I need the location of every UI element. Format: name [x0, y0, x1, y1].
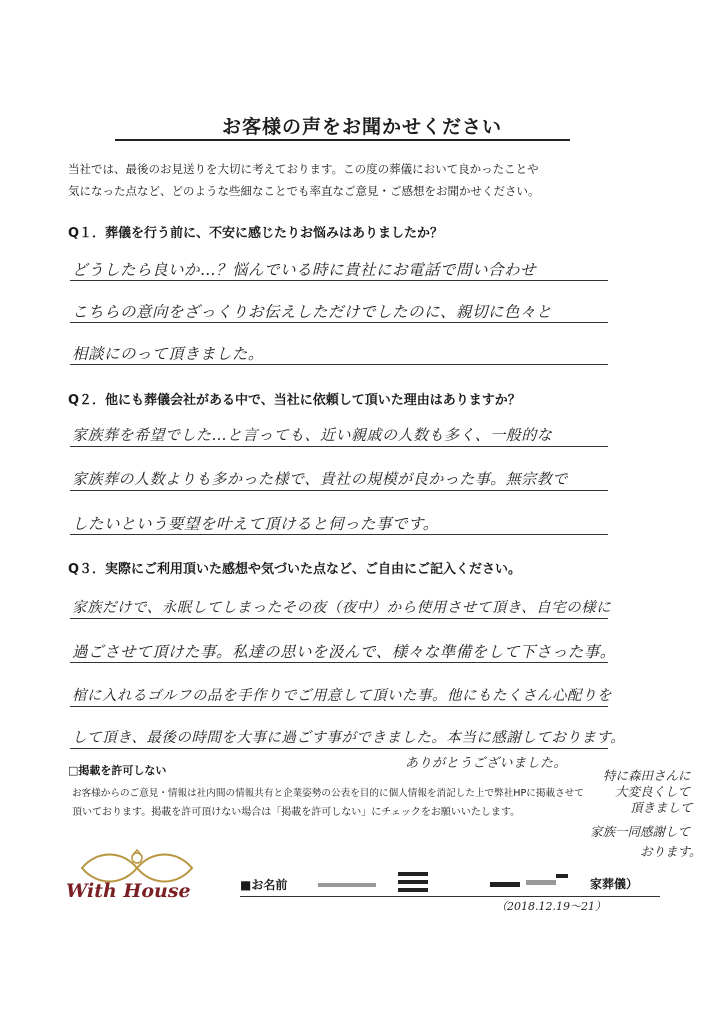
logo-text: With House [66, 880, 191, 902]
answer-rule [70, 534, 608, 535]
q1-answer-line: こちらの意向をざっくりお伝えしただけでしたのに、親切に色々と [72, 303, 553, 321]
logo-emblem-icon [62, 848, 212, 884]
side-note-line: 家族一同感謝して [590, 824, 691, 839]
answer-rule [70, 490, 608, 491]
service-date: （2018.12.19〜21） [496, 900, 606, 913]
name-label: ■お名前 [240, 878, 288, 892]
redaction-bar [526, 880, 556, 885]
form-title: お客様の声をお聞かせください [221, 116, 502, 138]
redaction-bar [398, 880, 428, 884]
answer-rule [70, 748, 608, 749]
consent-note-line: 頂いております。掲載を許可頂けない場合は「掲載を許可しない」にチェックをお願いいたします。 [72, 807, 521, 818]
answer-rule [70, 662, 608, 663]
q2-answer-line: 家族葬の人数よりも多かった様で、貴社の規模が良かった事。無宗教で [72, 470, 568, 488]
title-underline [115, 139, 570, 141]
answer-rule [70, 618, 608, 619]
q2-answer-line: したいという要望を叶えて頂けると伺った事です。 [72, 515, 439, 533]
redaction-bar [398, 888, 428, 892]
intro-line: 当社では、最後のお見送りを大切に考えております。この度の葬儀において良かったことや [68, 162, 539, 176]
side-note-line: 大変良くして [615, 784, 691, 799]
no-publish-checkbox[interactable]: □掲載を許可しない [68, 764, 167, 777]
answer-rule [70, 280, 608, 281]
q2-answer-line: 家族葬を希望でした…と言っても、近い親戚の人数も多く、一般的な [72, 426, 553, 444]
q1-question: Q１．葬儀を行う前に、不安に感じたりお悩みはありましたか？ [68, 226, 444, 241]
q1-answer-line: どうしたら良いか…？悩んでいる時に貴社にお電話で問い合わせ [72, 261, 537, 279]
side-note-line: おります。 [640, 844, 702, 859]
redaction-bar [490, 882, 520, 887]
answer-rule [70, 446, 608, 447]
side-note-line: 頂きまして [630, 800, 693, 815]
answer-rule [70, 322, 608, 323]
consent-note [72, 784, 652, 822]
answer-rule [70, 706, 608, 707]
consent-note-line: お客様からのご意見・情報は社内間の情報共有と企業姿勢の公表を目的に個人情報を消記した上で弊社HPに掲載させて [72, 788, 584, 799]
redaction-bar [398, 872, 428, 876]
q3-answer-line: して頂き、最後の時間を大事に過ごす事ができました。本当に感謝しております。 [72, 730, 626, 746]
redaction-bar [318, 883, 376, 887]
q3-answer-line: 家族だけで、永眠してしまったその夜（夜中）から使用させて頂き、自宅の様に [72, 600, 612, 616]
q3-answer-line: ありがとうございました。 [405, 756, 568, 771]
redaction-bar [556, 874, 568, 878]
q1-answer-line: 相談にのって頂きました。 [72, 345, 264, 363]
q3-question: Q３．実際にご利用頂いた感想や気づいた点など、ご自由にご記入ください。 [68, 562, 522, 577]
q2-question: Q２．他にも葬儀会社がある中で、当社に依頼して頂いた理由はありますか？ [68, 393, 521, 408]
q3-answer-line: 過ごさせて頂けた事。私達の思いを汲んで、様々な準備をして下さった事。 [72, 643, 616, 661]
intro-line: 気になった点など、どのような些細なことでも率直なご意見・ご感想をお聞かせください。 [68, 184, 540, 198]
name-underline [240, 896, 660, 897]
side-note-line: 特に森田さんに [603, 768, 691, 783]
funeral-suffix: 家葬儀） [590, 877, 639, 891]
q3-answer-line: 棺に入れるゴルフの品を手作りでご用意して頂いた事。他にもたくさん心配りを [72, 688, 612, 704]
answer-rule [70, 364, 608, 365]
intro-text [68, 158, 668, 202]
